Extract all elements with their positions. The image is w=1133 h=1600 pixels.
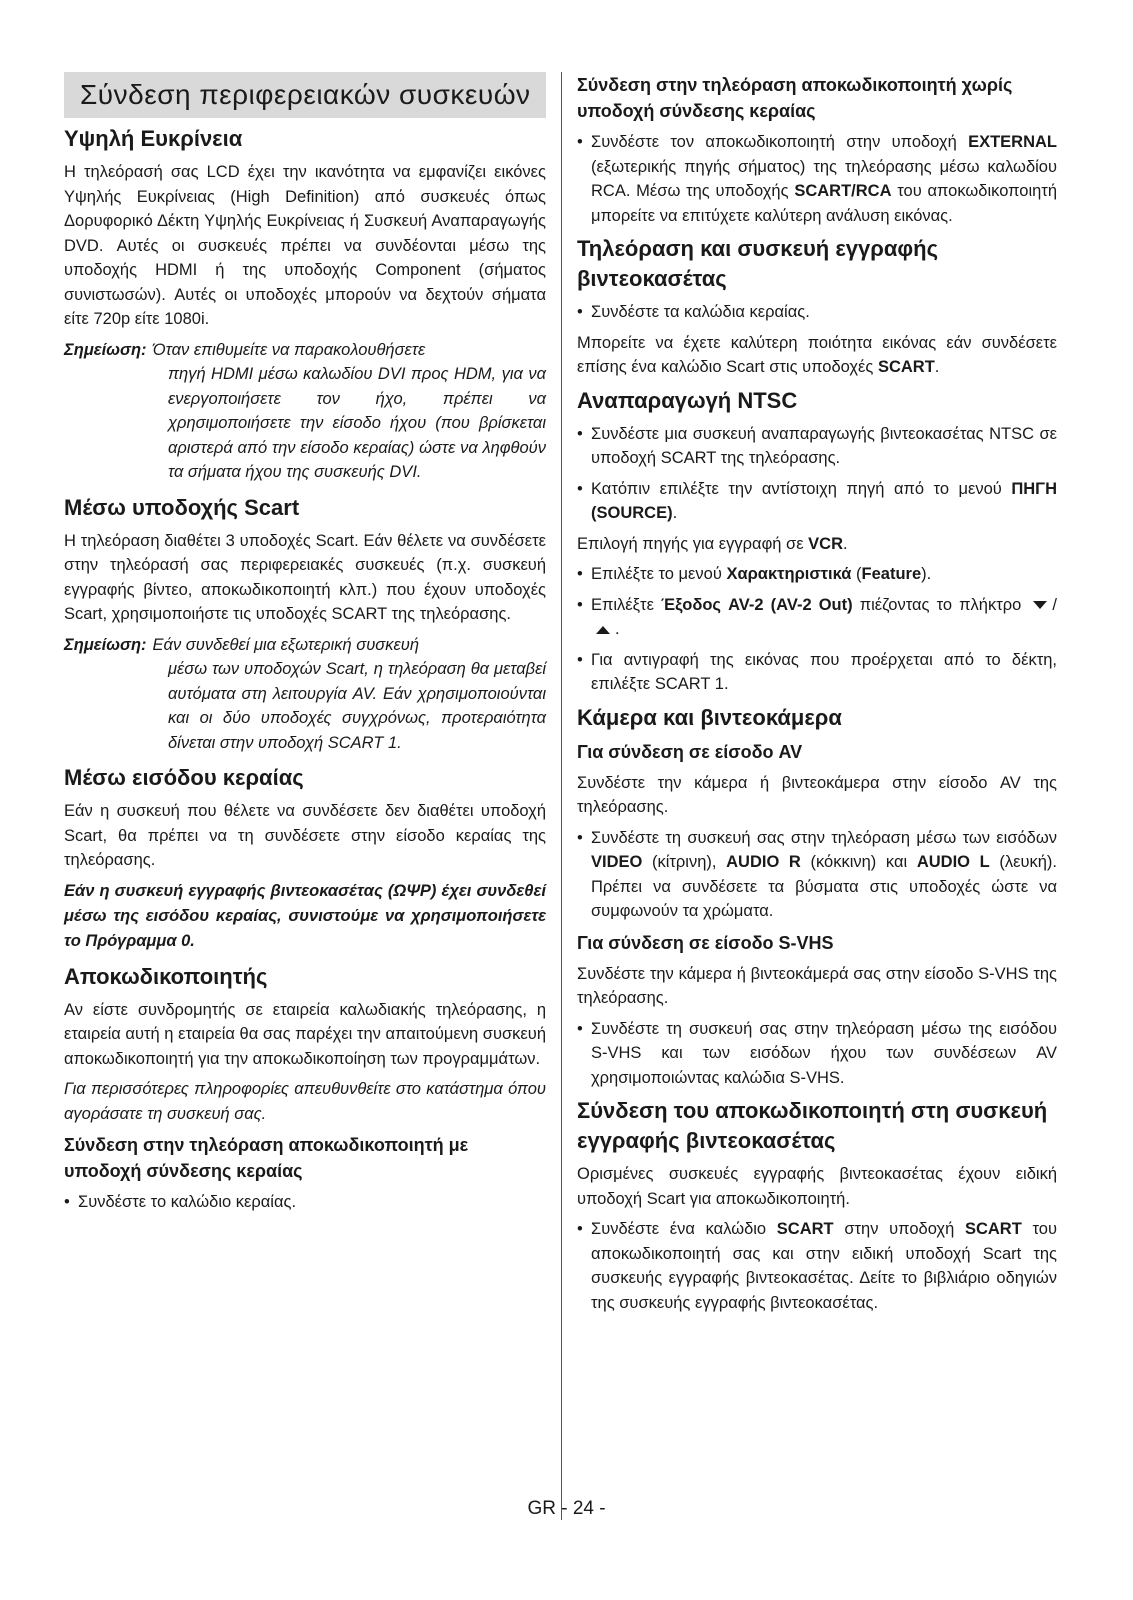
bullet-icon: • <box>577 828 583 847</box>
note-label: Σημείωση: <box>64 635 147 654</box>
left-column <box>64 72 546 1221</box>
paragraph-svhs-input: Συνδέστε την κάμερα ή βιντεοκάμερά σας στην είσοδο S-VHS της τηλεόρασης. <box>577 964 1057 1007</box>
note-text-continued: πηγή HDMI μέσω καλωδίου DVI προς HDM, για να ενεργοποιήσετε τον ήχο, πρέπει να χρησιμοποιήσετε την είσοδο ήχου (που βρίσκεται αριστερά από την είσοδο κεραίας) ώστε να ληφθούν τα σήματα ήχου της συσκευής DVI. <box>168 365 546 481</box>
heading-scart: Μέσω υποδοχής Scart <box>64 494 300 520</box>
paragraph-tv-and-vcr: Μπορείτε να έχετε καλύτερη ποιότητα εικόνας εάν συνδέσετε επίσης ένα καλώδιο Scart στις υποδοχές SCART. <box>577 333 1057 376</box>
paragraph-av-input: Συνδέστε την κάμερα ή βιντεοκάμερα στην είσοδο AV της τηλεόρασης. <box>577 773 1057 816</box>
page-number: GR - 24 - <box>527 1498 606 1519</box>
bullet-icon: • <box>577 303 583 321</box>
heading-tv-and-vcr: Τηλεόραση και συσκευή εγγραφής βιντεοκασέτας <box>577 236 939 291</box>
list-item: • Κατόπιν επιλέξτε την αντίστοιχη πηγή από το μενού ΠΗΓΗ (SOURCE). <box>577 477 1057 526</box>
title-banner <box>64 72 546 118</box>
note-scart <box>64 633 546 756</box>
bullet-icon: • <box>577 1220 583 1238</box>
bullet-icon: • <box>577 595 583 614</box>
list-item: • Για αντιγραφή της εικόνας που προέρχεται από το δέκτη, επιλέξτε SCART 1. <box>577 648 1057 697</box>
list-item: • Συνδέστε μια συσκευή αναπαραγωγής βιντεοκασέτας NTSC σε υποδοχή SCART της τηλεόρασης. <box>577 422 1057 471</box>
up-arrow-icon <box>595 625 611 635</box>
subheading-svhs-input: Για σύνδεση σε είσοδο S-VHS <box>577 932 834 953</box>
decoder-info: Για περισσότερες πληροφορίες απευθυνθείτε στο κατάστημα όπου αγοράσατε τη συσκευή σας. <box>64 1080 546 1123</box>
note-text-continued: μέσω των υποδοχών Scart, η τηλεόραση θα μεταβεί αυτόματα στη λειτουργία AV. Εάν χρησιμοποιούνται και οι δύο υποδοχές συγχρόνως, προτεραιότητα δίνεται στην υποδοχή SCART 1. <box>168 660 546 752</box>
bullet-icon: • <box>577 650 583 669</box>
bullet-icon: • <box>577 133 583 151</box>
bullet-icon: • <box>577 565 583 583</box>
paragraph-decoder-to-vcr: Ορισμένες συσκευές εγγραφής βιντεοκασέτας έχουν ειδική υποδοχή Scart για αποκωδικοποιητή. <box>577 1165 1057 1208</box>
paragraph-antenna-input: Εάν η συσκευή που θέλετε να συνδέσετε δεν διαθέτει υποδοχή Scart, θα πρέπει να τη συνδέσετε στην είσοδο κεραίας της τηλεόρασης. <box>64 802 546 869</box>
subheading-decoder-with-antenna: Σύνδεση στην τηλεόραση αποκωδικοποιητή με υποδοχή σύνδεσης κεραίας <box>64 1135 469 1181</box>
list-item: • Συνδέστε τη συσκευή σας στην τηλεόραση μέσω της εισόδου S-VHS και των εισόδων ήχου των συνδέσεων AV χρησιμοποιώντας καλώδια S-VHS. <box>577 1017 1057 1091</box>
column-divider <box>561 72 562 1520</box>
list-item: • Συνδέστε τη συσκευή σας στην τηλεόραση μέσω των εισόδων VIDEO (κίτρινη), AUDIO R (κόκκινη) και AUDIO L (λευκή). Πρέπει να συνδέσετε τα βύσματα στις υποδοχές ώστε να συμφωνούν τα χρώματα. <box>577 826 1057 924</box>
down-arrow-icon <box>1032 600 1048 610</box>
list-item: • Επιλέξτε Έξοδος AV-2 (AV-2 Out) πιέζοντας το πλήκτρο /. <box>577 593 1057 642</box>
list-item: • Επιλέξτε το μενού Χαρακτηριστικά (Feature). <box>577 562 1057 587</box>
paragraph-decoder: Αν είστε συνδρομητής σε εταιρεία καλωδιακής τηλεόρασης, η εταιρεία αυτή η εταιρεία θα σας παρέχει την απαιτούμενη συσκευή αποκωδικοποιητή για την αποκωδικοποίηση των προγραμμάτων. <box>64 1000 546 1068</box>
subheading-decoder-without-antenna: Σύνδεση στην τηλεόραση αποκωδικοποιητή χωρίς υποδοχή σύνδεσης κεραίας <box>577 75 1013 121</box>
paragraph-high-definition: Η τηλεόρασή σας LCD έχει την ικανότητα να εμφανίζει εικόνες Υψηλής Ευκρίνειας (High Definition) από συσκευές όπως Δορυφορικό Δέκτη Υψηλής Ευκρίνειας ή Συσκευή Αναπαραγωγής DVD. Αυτές οι συσκευές πρέπει να συνδέονται μέσω της υποδοχής HDMI ή της υποδοχής Component (σήματος συνιστωσών). Αυτές οι υποδοχές μπορούν να δεχτούν σήματα είτε 720p είτε 1080i. <box>64 163 546 328</box>
heading-camera: Κάμερα και βιντεοκάμερα <box>577 704 842 730</box>
bullet-icon: • <box>577 479 583 498</box>
note-label: Σημείωση: <box>64 340 147 359</box>
page-title: Σύνδεση περιφερειακών συσκευών <box>80 79 531 110</box>
note-text: Εάν συνδεθεί μια εξωτερική συσκευή <box>152 635 419 654</box>
note-text: Όταν επιθυμείτε να παρακολουθήσετε <box>152 340 426 359</box>
right-column <box>577 72 1057 1321</box>
list-item: • Συνδέστε τον αποκωδικοποιητή στην υποδοχή EXTERNAL (εξωτερικής πηγής σήματος) της τηλεόρασης μέσω καλωδίου RCA. Μέσω της υποδοχής SCART/RCA του αποκωδικοποιητή μπορείτε να επιτύχετε καλύτερη ανάλυση εικόνας. <box>577 130 1057 228</box>
paragraph-source-selection: Επιλογή πηγής για εγγραφή σε VCR. <box>577 534 848 553</box>
heading-antenna-input: Μέσω εισόδου κεραίας <box>64 765 304 790</box>
paragraph-scart: Η τηλεόραση διαθέτει 3 υποδοχές Scart. Εάν θέλετε να συνδέσετε στην τηλεόρασή σας περιφερειακές συσκευές (π.χ. συσκευή εγγραφής βίντεο, αποκωδικοποιητή κλπ.) που έχουν υποδοχές Scart, χρησιμοποιήστε τις υποδοχές SCART της τηλεόρασης. <box>64 531 546 623</box>
subheading-av-input: Για σύνδεση σε είσοδο AV <box>577 741 803 762</box>
heading-high-definition: Υψηλή Ευκρίνεια <box>64 126 243 151</box>
heading-decoder: Αποκωδικοποιητής <box>64 963 268 989</box>
bullet-icon: • <box>64 1193 70 1211</box>
vcr-recommendation: Εάν η συσκευή εγγραφής βιντεοκασέτας (ΩΨΡ) έχει συνδεθεί μέσω της εισόδου κεραίας, συνιστούμε να χρησιμοποιήσετε το Πρόγραμμα 0. <box>64 881 546 950</box>
list-item: • Συνδέστε το καλώδιο κεραίας. <box>64 1190 546 1215</box>
bullet-icon: • <box>577 1019 583 1038</box>
list-item: • Συνδέστε ένα καλώδιο SCART στην υποδοχή SCART του αποκωδικοποιητή σας και στην ειδική υποδοχή Scart της συσκευής εγγραφής βιντεοκασέτας. Δείτε το βιβλιάριο οδηγιών της συσκευής εγγραφής βιντεοκασέτας. <box>577 1217 1057 1315</box>
bullet-icon: • <box>577 424 583 443</box>
heading-decoder-to-vcr: Σύνδεση του αποκωδικοποιητή στη συσκευή εγγραφής βιντεοκασέτας <box>577 1098 1048 1153</box>
heading-ntsc-playback: Αναπαραγωγή NTSC <box>577 387 798 413</box>
list-item: • Συνδέστε τα καλώδια κεραίας. <box>577 300 1057 325</box>
note-hdmi <box>64 338 546 485</box>
